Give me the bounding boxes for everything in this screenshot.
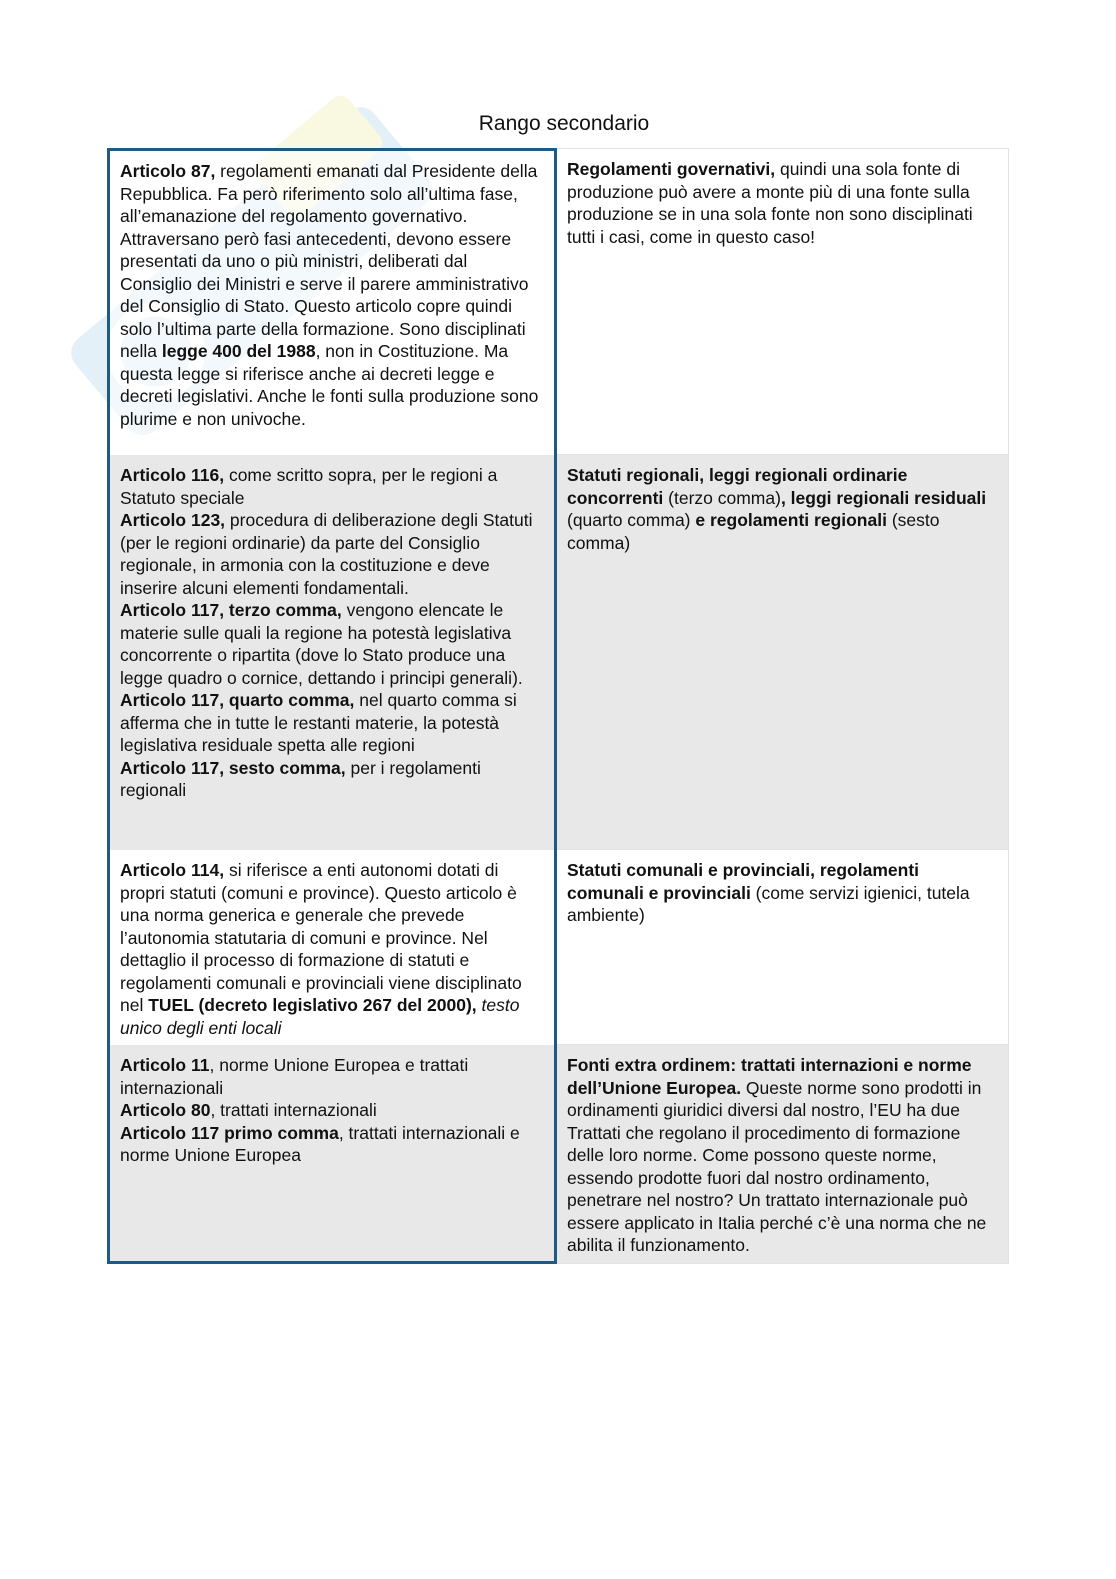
body-text: , trattati internazionali e norme Unione Europea xyxy=(120,1122,520,1165)
table-cell-left xyxy=(107,148,557,455)
cell-paragraph xyxy=(120,689,544,757)
cell-paragraph xyxy=(120,1099,544,1122)
body-text: quindi una sola fonte di produzione può avere a monte più di una fonte sulla produzione se in una sola fonte non sono disciplinati tutti i casi, come in questo caso! xyxy=(567,159,973,247)
bold-text: Regolamenti governativi, xyxy=(567,159,776,179)
bold-text: Articolo 80 xyxy=(120,1100,211,1120)
bold-text: Articolo 117 primo comma xyxy=(120,1122,339,1143)
body-text: , trattati internazionali xyxy=(210,1100,377,1120)
table-row xyxy=(107,148,1009,455)
bold-text: TUEL (decreto legislativo 267 del 2000), xyxy=(148,995,477,1015)
body-text: (terzo comma) xyxy=(663,487,781,508)
body-text: come scritto sopra, per le regioni a Statuto speciale xyxy=(120,465,498,508)
body-text: procedura di deliberazione degli Statuti (per le regioni ordinarie) da parte del Consiglio regionale, in armonia con la costituzione e deve inserire alcuni elementi fondamentali. xyxy=(120,510,533,598)
body-text: (sesto comma) xyxy=(567,510,940,553)
bold-text: Fonti extra ordinem: trattati internazioni e norme dell’Unione Europea. xyxy=(567,1055,972,1098)
cell-paragraph xyxy=(120,464,544,509)
body-text: (come servizi igienici, tutela ambiente) xyxy=(567,882,970,925)
body-text: , non in Costituzione. Ma questa legge si riferisce anche ai decreti legge e decreti legislativi. Anche le fonti sulla produzione sono plurime e non univoche. xyxy=(120,341,539,429)
table-cell-right xyxy=(557,1045,1009,1264)
cell-paragraph xyxy=(567,1054,998,1257)
table-row xyxy=(107,850,1009,1045)
cell-paragraph xyxy=(120,757,544,802)
bold-text: Articolo 114, xyxy=(120,860,225,880)
bold-text: Statuti regionali, leggi regionali ordinarie concorrenti xyxy=(567,465,908,508)
cell-paragraph xyxy=(120,509,544,599)
body-text: (quarto comma) xyxy=(567,510,696,530)
table-cell-right xyxy=(557,455,1009,850)
body-text: per i regolamenti regionali xyxy=(120,757,481,800)
body-text: nel quarto comma si afferma che in tutte le restanti materie, la potestà legislativa residuale spetta alle regioni xyxy=(120,690,517,755)
bold-text: Articolo 11 xyxy=(120,1055,210,1075)
body-text: vengono elencate le materie sulle quali la regione ha potestà legislativa concorrente o ripartita (dove lo Stato produce una legge quadro o cornice, dettando i principi generali). xyxy=(120,600,523,688)
body-text: si riferisce a enti autonomi dotati di propri statuti (comuni e province). Questo articolo è una norma generica e generale che prevede l’autonomia statutaria di comuni e province. Nel dettaglio il processo di formazione di statuti e regolamenti comunali e provinciali viene disciplinato nel xyxy=(120,860,522,1015)
bold-text: Articolo 117, sesto comma, xyxy=(120,757,346,778)
table-cell-left xyxy=(107,1045,557,1264)
table-row xyxy=(107,1045,1009,1264)
body-text: , norme Unione Europea e trattati internazionali xyxy=(120,1055,469,1098)
bold-text: Articolo 116, xyxy=(120,465,225,485)
table-cell-left xyxy=(107,455,557,850)
cell-paragraph xyxy=(120,1054,544,1099)
table-cell-right xyxy=(557,148,1009,455)
cell-paragraph xyxy=(120,599,544,689)
body-text: Queste norme sono prodotti in ordinamenti giuridici diversi dal nostro, l’EU ha due Trattati che regolano il procedimento di formazione delle loro norme. Come possono queste norme, essendo prodotte fuori dal nostro ordinamento, penetrare nel nostro? Un trattato internazionale può essere applicato in Italia perché c’è una norma che ne abilita il funzionamento. xyxy=(567,1077,987,1255)
bold-text: Articolo 117, quarto comma, xyxy=(120,690,355,710)
bold-text: Statuti comunali e provinciali, regolamenti comunali e provinciali xyxy=(567,860,920,903)
bold-text: , leggi regionali residuali xyxy=(780,487,987,508)
bold-text: Articolo 117, terzo comma, xyxy=(120,600,342,620)
cell-paragraph xyxy=(120,859,544,1039)
cell-paragraph xyxy=(567,859,998,927)
table-cell-left xyxy=(107,850,557,1045)
table-cell-right xyxy=(557,850,1009,1045)
cell-paragraph xyxy=(120,160,544,430)
italic-text: testo unico degli enti locali xyxy=(120,995,520,1038)
page-title: Rango secondario xyxy=(478,112,650,135)
cell-paragraph xyxy=(120,1122,544,1167)
sources-table xyxy=(107,148,1009,1264)
cell-paragraph xyxy=(567,464,998,554)
bold-text: Articolo 123, xyxy=(120,510,226,530)
cell-paragraph xyxy=(567,158,998,248)
bold-text: e regolamenti regionali xyxy=(695,510,887,530)
table-row xyxy=(107,455,1009,850)
bold-text: Articolo 87, xyxy=(120,161,216,181)
body-text: regolamenti emanati dal Presidente della Repubblica. Fa però riferimento solo all’ultima fase, all’emanazione del regolamento governativo. Attraversano però fasi antecedenti, devono essere presentati da uno o più ministri, deliberati dal Consiglio dei Ministri e serve il parere amministrativo del Consiglio di Stato. Questo articolo copre quindi solo l’ultima parte della formazione. Sono disciplinati nella xyxy=(120,161,538,361)
bold-text: legge 400 del 1988 xyxy=(161,341,316,361)
